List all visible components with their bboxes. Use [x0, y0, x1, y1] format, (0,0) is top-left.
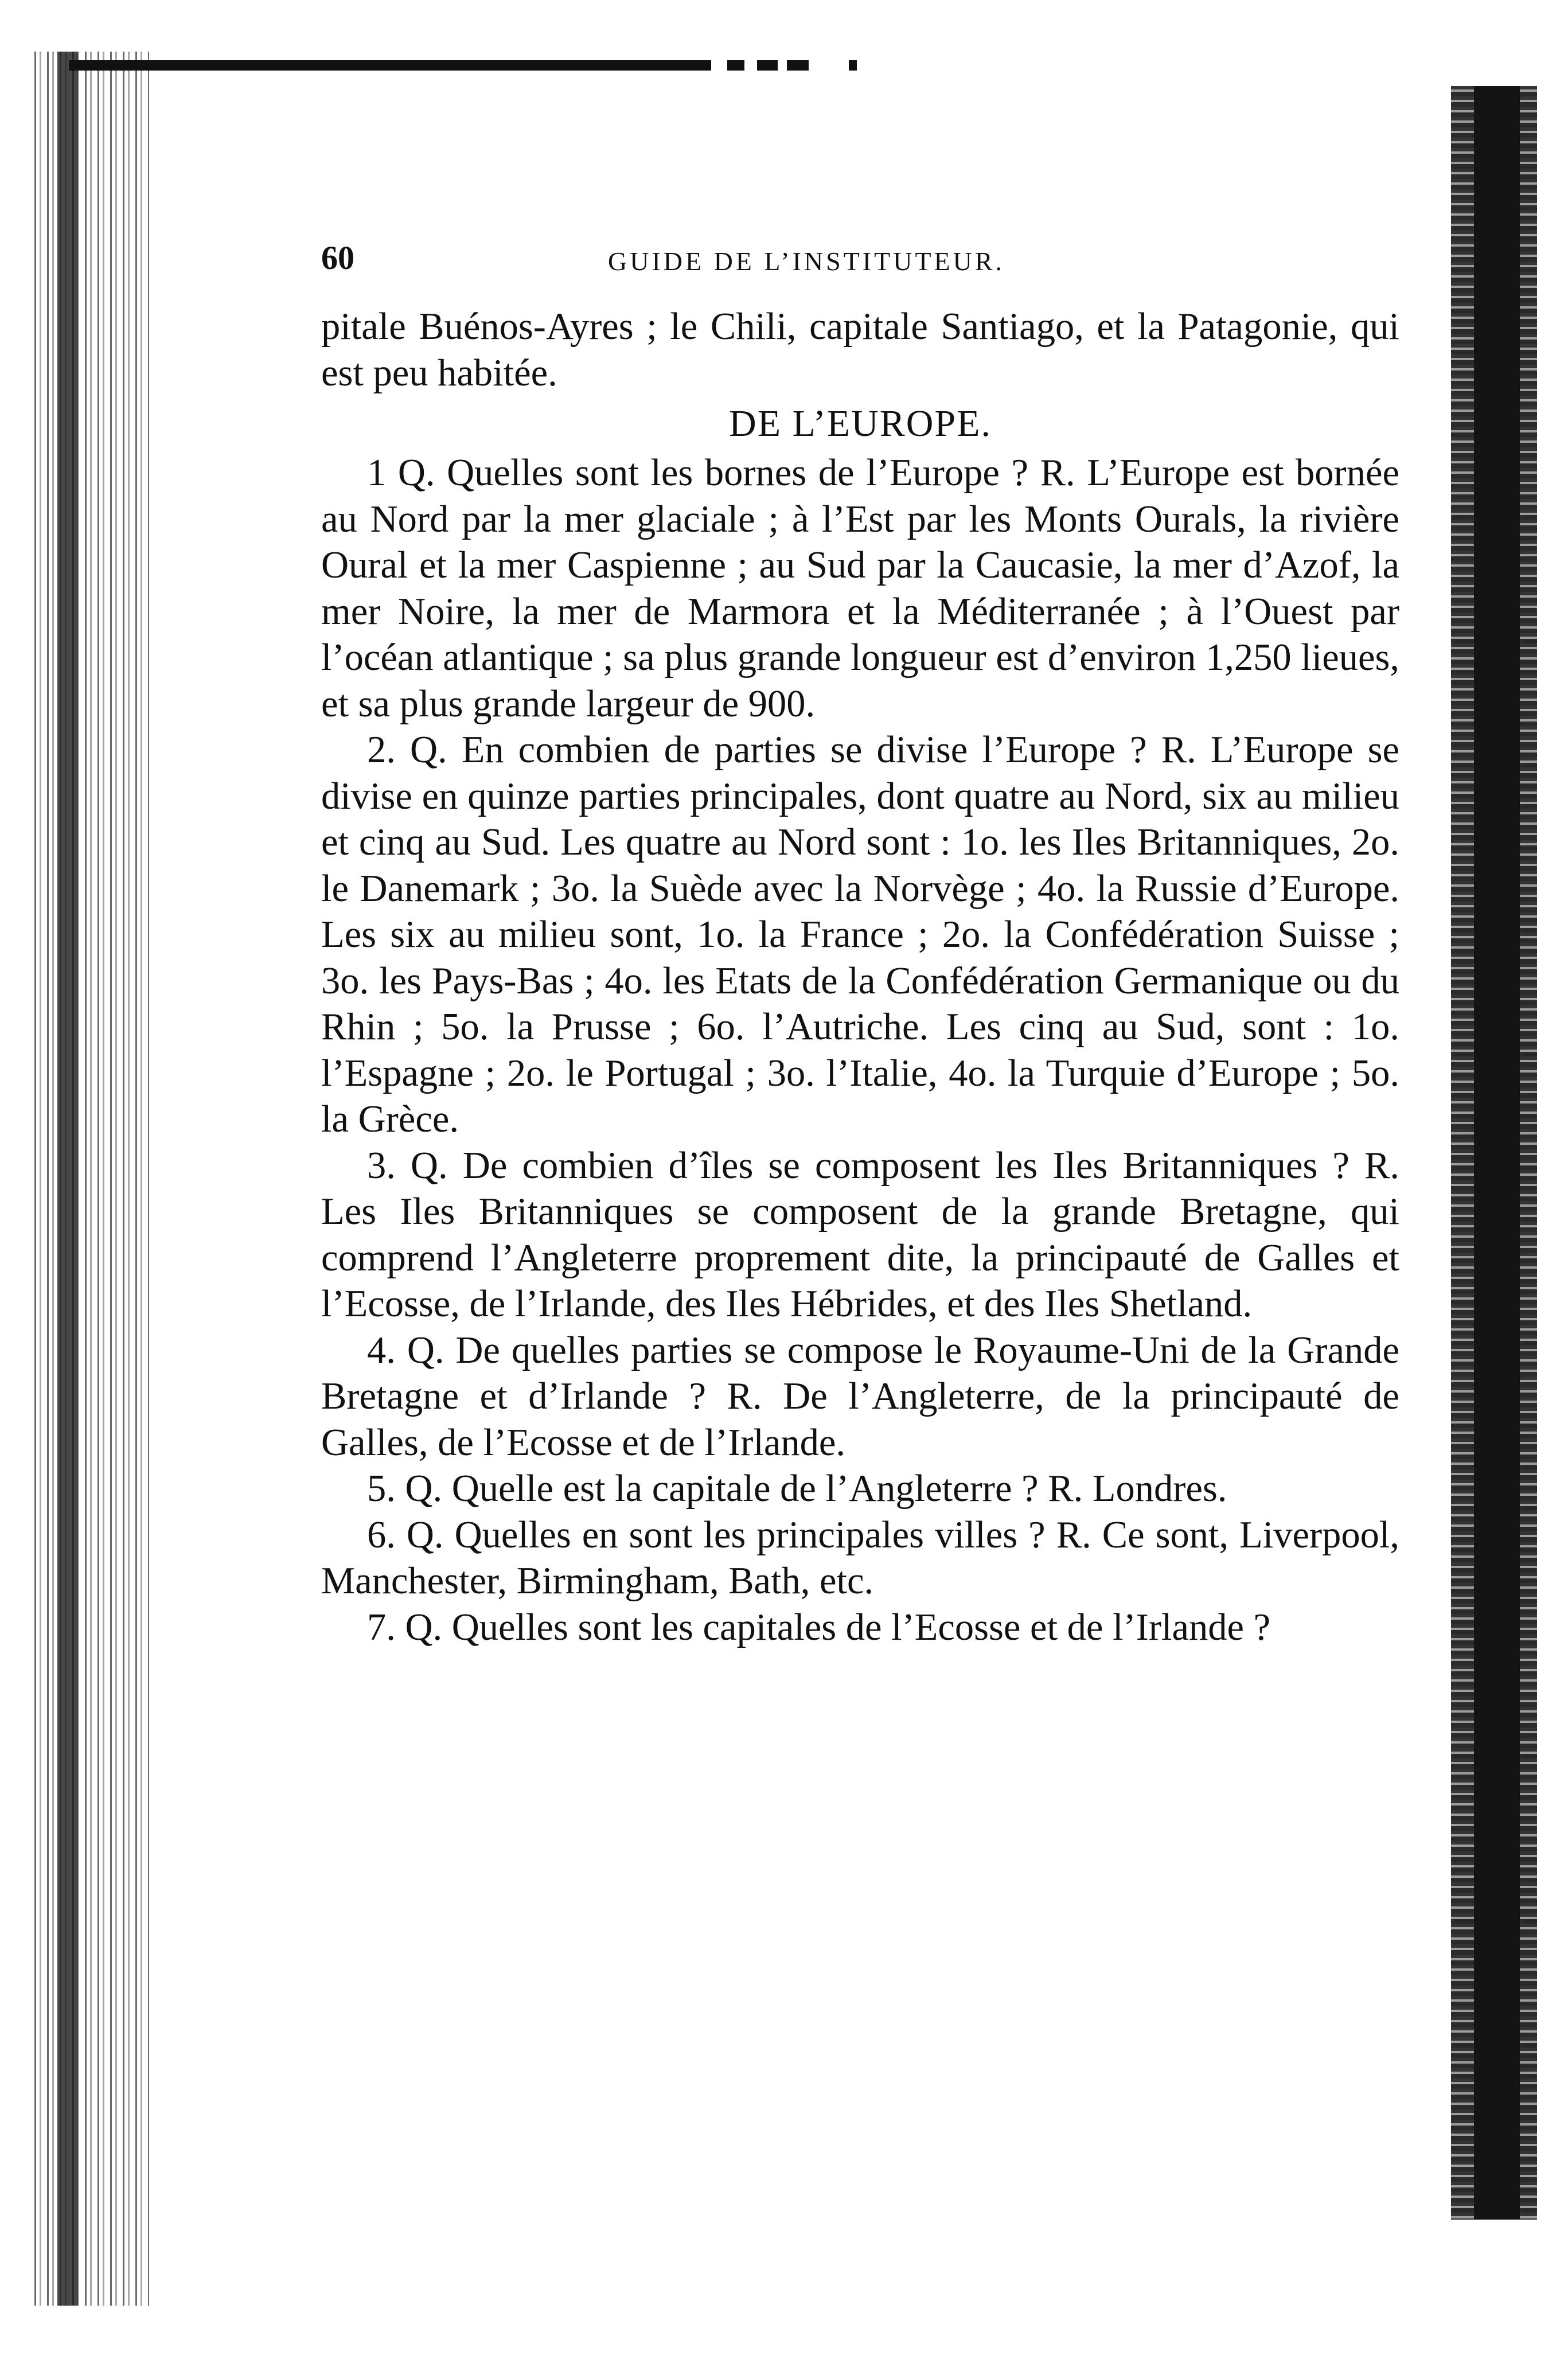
scan-edge-top: [69, 60, 711, 71]
scan-edge-right-shadow: [1474, 86, 1520, 2220]
paragraph-question-3: 3. Q. De combien d’îles se composent les Iles Britanniques ? R. Les Iles Britanniques se composent de la grande Bretagne, qui comprend l’Angleterre proprement dite, la principauté de Galles et l’Ecosse, de l’Irlande, des Iles Hébrides, et des Iles Shetland.: [321, 1144, 1399, 1325]
section-heading: DE L’EUROPE.: [729, 403, 992, 444]
running-head-title: GUIDE DE L’INSTITUTEUR.: [608, 247, 1005, 276]
scan-edge-top-mark: [849, 60, 857, 71]
scan-edge-top-mark: [787, 60, 809, 71]
scan-edge-top-mark: [727, 60, 744, 71]
paragraph-question-7: 7. Q. Quelles sont les capitales de l’Ecosse et de l’Irlande ?: [367, 1606, 1271, 1648]
scan-edge-top-mark: [757, 60, 778, 71]
scan-edge-left: [34, 52, 149, 2306]
paragraph-question-2: 2. Q. En combien de parties se divise l’Europe ? R. L’Europe se divise en quinze parties principales, dont quatre au Nord, six au milieu et cinq au Sud. Les quatre au Nord sont : 1o. les Iles Britanniques, 2o. le Danemark ; 3o. la Suède avec la Norvège ; 4o. la Russie d’Europe. Les six au milieu sont, 1o. la France ; 2o. la Confédération Suisse ; 3o. les Pays-Bas ; 4o. les Etats de la Confédération Germanique ou du Rhin ; 5o. la Prusse ; 6o. l’Autriche. Les cinq au Sud, sont : 1o. l’Espagne ; 2o. le Portugal ; 3o. l’Italie, 4o. la Turquie d’Europe ; 5o. la Grèce.: [321, 729, 1399, 1140]
scan-edge-left-shadow: [57, 52, 78, 2306]
paragraph-continuation: pitale Buénos-Ayres ; le Chili, capitale Santiago, et la Patagonie, qui est peu habitée.: [321, 306, 1399, 394]
running-head: [321, 235, 1399, 298]
paragraph-question-5: 5. Q. Quelle est la capitale de l’Angleterre ? R. Londres.: [367, 1468, 1227, 1510]
page-number: 60: [321, 239, 354, 276]
book-page: [321, 235, 1399, 1651]
paragraph-question-4: 4. Q. De quelles parties se compose le Royaume-Uni de la Grande Bretagne et d’Irlande ? R. De l’Angleterre, de la principauté de Galles, de l’Ecosse et de l’Irlande.: [321, 1329, 1399, 1464]
paragraph-question-1: 1 Q. Quelles sont les bornes de l’Europe ? R. L’Europe est bornée au Nord par la mer glaciale ; à l’Est par les Monts Ourals, la rivière Oural et la mer Caspienne ; au Sud par la Caucasie, la mer d’Azof, la mer Noire, la mer de Marmora et la Méditerranée ; à l’Ouest par l’océan atlantique ; sa plus grande longueur est d’environ 1,250 lieues, et sa plus grande largeur de 900.: [321, 452, 1399, 725]
paragraph-question-6: 6. Q. Quelles en sont les principales villes ? R. Ce sont, Liverpool, Manchester, Birmingham, Bath, etc.: [321, 1514, 1399, 1602]
